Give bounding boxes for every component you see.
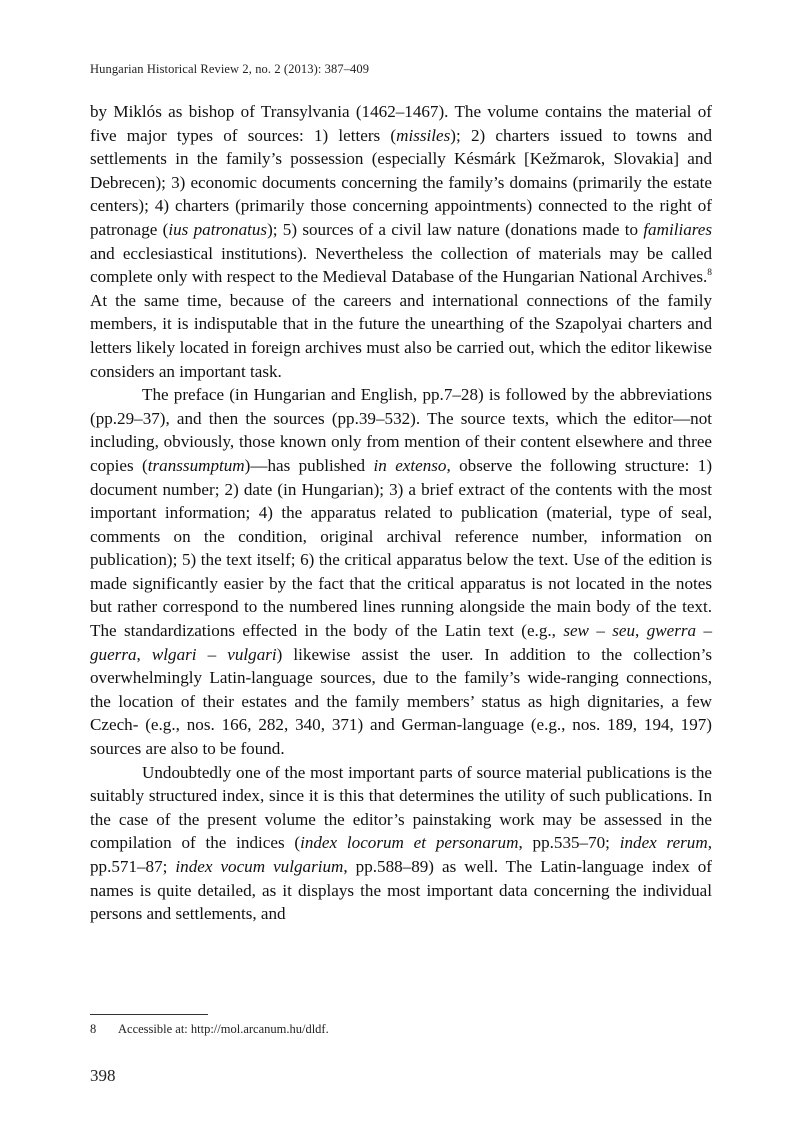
text-run: by Miklós as bishop of Transylvania (1462–1467). The volume contains the material of five major types of sources: 1) letters ( [90,102,712,145]
footnote-number: 8 [90,1022,97,1036]
footnote [90,1022,329,1037]
italic-term: sew – seu [563,621,636,641]
running-header: Hungarian Historical Review 2, no. 2 (2013): 387–409 [90,62,370,76]
page-number: 398 [90,1066,116,1085]
paragraph [90,761,712,926]
footnote-text: Accessible at: http://mol.arcanum.hu/dldf. [118,1022,329,1036]
italic-term: in extenso, [373,455,451,475]
text-run: The preface (in Hungarian and English, pp.7–28) is followed by the abbreviations (pp.29–37), and then the sources (pp.39–532). The source texts, which the editor—not including, obviously, those known only from mention of their content elsewhere and three copies ( [90,385,712,475]
italic-term: index locorum et personarum [300,833,519,853]
text-run: observe the following structure: 1) document number; 2) date (in Hungarian); 3) a brief extract of the contents with the most important information; 4) the apparatus related to publication (material, type of seal, comments on the condition, original archival reference number, information on publication); 5) the text itself; 6) the critical apparatus below the text. Use of the edition is made significantly easier by the fact that the critical apparatus is not located in the notes but rather correspond to the numbered lines running alongside the main body of the text. The standardizations effected in the body of the Latin text (e.g., [90,455,713,641]
text-run: ); 2) charters issued to towns and settlements in the family’s possession (especially Késmárk [Kežmarok, Slovakia] and Debrecen); 3) economic documents concerning the family’s domains (primarily the estate centers); 4) charters (primarily those concerning appointments) connected to the right of patronage ( [90,125,712,239]
text-run: )—has published [244,455,374,475]
italic-term: ius patronatus [168,219,268,239]
text-run: and ecclesiastical institutions). Nevertheless the collection of materials may be called complete only with respect to the Medieval Database of the Hungarian National Archives. [90,243,712,287]
text-run: , pp.535–70; [518,833,620,853]
footnote-divider [90,1014,208,1015]
text-run: ) likewise assist the user. In addition to the collection’s overwhelmingly Latin-language sources, due to the family’s wide-ranging connections, the location of their estates and the family members’ status as high dignitaries, a few Czech- (e.g., nos. 166, 282, 340, 371) and German-language (e.g., nos. 189, 194, 197) sources are also to be found. [90,644,712,759]
italic-term: wlgari – vulgari [151,644,277,664]
italic-term: missiles [396,125,451,145]
text-run: , [136,644,152,664]
paragraph [90,100,712,383]
text-run: ); 5) sources of a civil law nature (donations made to [267,219,644,239]
italic-term: familiares [643,219,713,239]
italic-term: gwerra – guerra [90,621,712,664]
italic-term: index vocum vulgarium [175,857,344,876]
italic-term: index rerum [619,833,708,853]
text-run: Undoubtedly one of the most important parts of source material publications is the suitably structured index, since it is this that determines the utility of such publications. In the case of the present volume the editor’s painstaking work may be assessed in the compilation of the indices ( [90,762,712,853]
paragraph [90,383,712,761]
italic-term: transsumptum [147,455,245,475]
text-run: , pp.571–87; [90,833,712,876]
footnote-ref: 8 [707,267,712,278]
text-run: At the same time, because of the careers and international connections of the family members, it is indisputable that in the future the unearthing of the Szapolyai charters and letters likely located in foreign archives must also be carried out, which the editor likewise considers an important task. [90,290,712,381]
text-run: , [635,621,647,641]
text-run: , pp.588–89) as well. The Latin-language index of names is quite detailed, as it displays the most important data concerning the individual persons and settlements, and [90,857,712,924]
body-text [90,100,712,926]
